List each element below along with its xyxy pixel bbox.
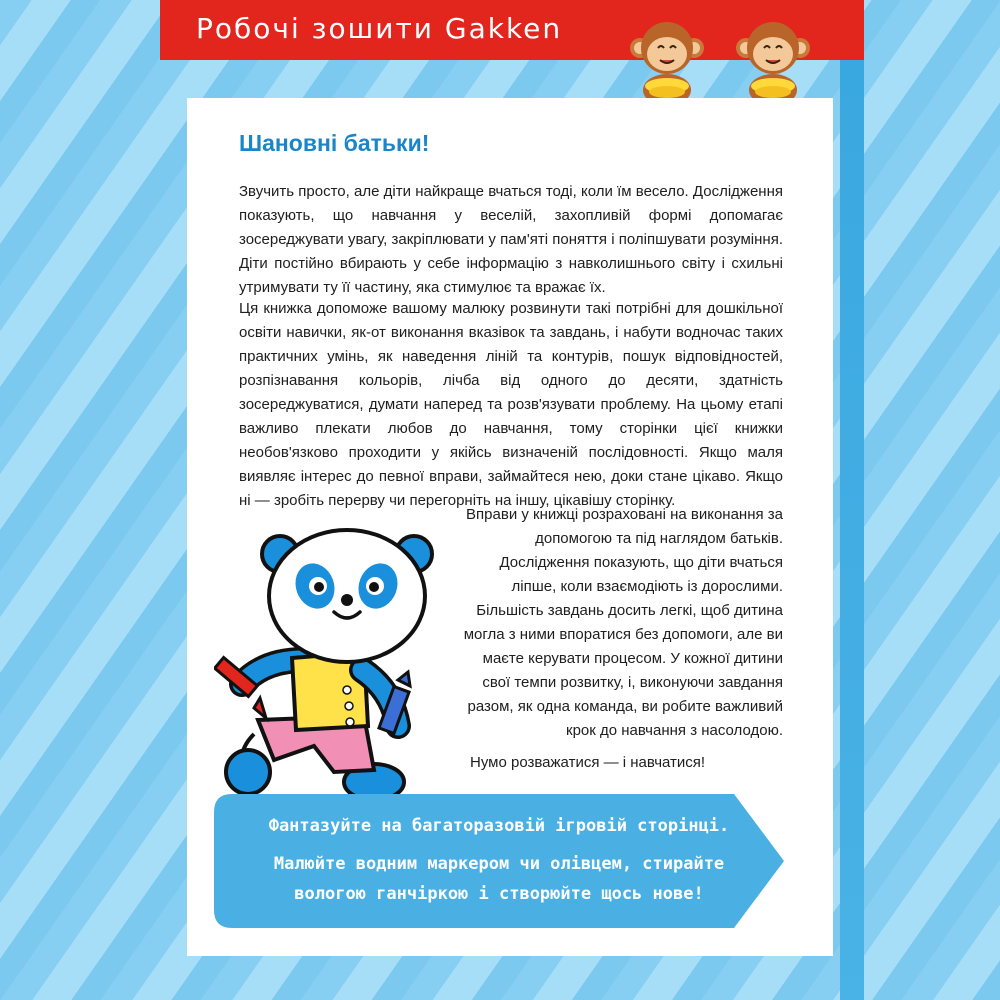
page-edge-strip [840, 60, 864, 1000]
letter-paragraph-2: Ця книжка допоможе вашому малюку розвинути такі потрібні для дошкільної освіти навички, як-от виконання вказівок та завдань, і набути водночас таких практичних умінь, як наведення ліній та контурів, пошук відповідностей, розпізнавання кольорів, лічба від одного до десяти, здатність зосереджуватися, думати наперед та розв'язувати проблему. На цьому етапі важливо плекати любов до навчання, тому сторінки цієї книжки необов'язково проходити у якійсь визначеній послідовності. Якщо маля виявляє інтерес до певної вправи, займайтеся нею, доки стане цікаво. Якщо ні — зробіть перерву чи перегорніть на іншу, цікавішу сторінку. [239, 300, 783, 509]
monkey-mascot-icon [628, 18, 706, 106]
banner-line-3: вологою ганчіркою і створюйте щось нове! [294, 884, 704, 904]
banner-line-2: Малюйте водним маркером чи олівцем, стирайте [273, 854, 725, 874]
reusable-page-banner [214, 794, 784, 928]
letter-closing: Нумо розважатися — і навчатися! [470, 754, 706, 771]
banner-line-1: Фантазуйте на багаторазовій ігровій сторінці. [268, 816, 730, 836]
letter-heading: Шановні батьки! [239, 130, 430, 156]
series-title: Робочі зошити Gakken [196, 12, 563, 45]
letter-paragraph-1: Звучить просто, але діти найкраще вчаться тоді, коли їм весело. Дослідження показують, що навчання у веселій, захопливій формі допомагає зосереджувати увагу, закріплювати у пам'яті поняття і поліпшувати розуміння. Діти постійно вбирають у себе інформацію з навколишнього світу і схильні утримувати ту її частину, яка стимулює та вражає їх. [239, 183, 783, 296]
letter-paragraph-3: Вправи у книжці розраховані на виконання за допомогою та під наглядом батьків. Дослідження показують, що діти вчаться ліпше, коли взаємодіють із дорослими. Більшість завдань досить легкі, щоб дитина могла з ними впоратися без допомоги, але ви маєте керувати процесом. У кожної дитини свої темпи розвитку, і, виконуючи завдання разом, як одна команда, ви робите важливий крок до навчання з насолодою. [463, 506, 783, 739]
panda-mascot-illustration [214, 520, 468, 810]
monkey-mascot-icon [734, 18, 812, 106]
